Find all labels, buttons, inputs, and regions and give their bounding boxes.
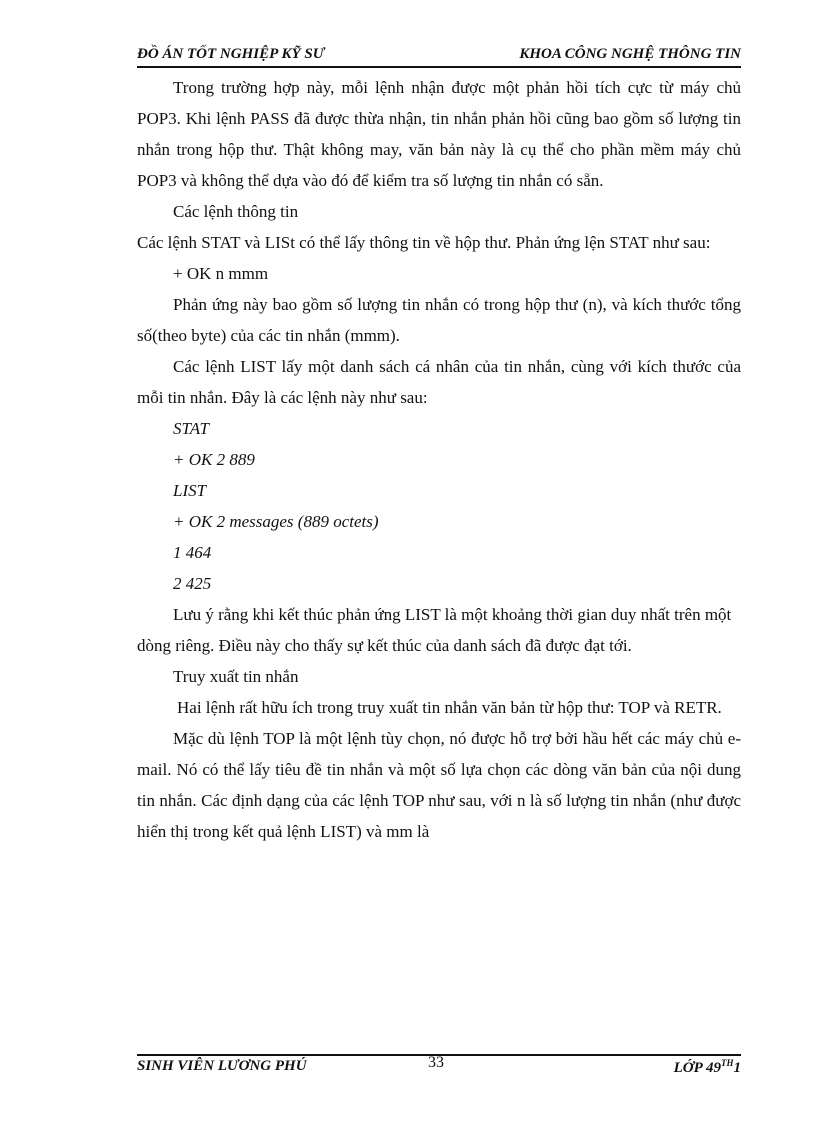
paragraph: Phản ứng này bao gồm số lượng tin nhắn có trong hộp thư (n), và kích thước tổng số(theo byte) của các tin nhắn (mmm). — [137, 295, 741, 345]
paragraph: Mặc dù lệnh TOP là một lệnh tùy chọn, nó được hỗ trợ bởi hầu hết các máy chủ e-mail. Nó có thể lấy tiêu đề tin nhắn và một số lựa chọn các dòng văn bản của nội dung tin nhắn. Các định dạng của các lệnh TOP như sau, với n là số lượng tin nhắn (như được hiển thị trong kết quả lệnh LIST) và mm là — [137, 729, 741, 841]
footer-left: SINH VIÊN LƯƠNG PHÚ — [137, 1058, 307, 1074]
page-number: 33 — [428, 1054, 444, 1071]
paragraph: Trong trường hợp này, mỗi lệnh nhận được một phản hồi tích cực từ máy chủ POP3. Khi lệnh PASS đã được thừa nhận, tin nhắn phản hồi cũng bao gồm số lượng tin nhắn trong hộp thư. Thật không may, văn bản này là cụ thể cho phần mềm máy chủ POP3 và không thể dựa vào đó để kiểm tra số lượng tin nhắn có sẵn. — [137, 78, 741, 190]
page-body — [137, 72, 741, 847]
section-heading: Truy xuất tin nhắn — [173, 667, 299, 686]
paragraph: + OK n mmm — [173, 264, 269, 283]
class-prefix: LỚP 49 — [673, 1060, 721, 1076]
paragraph: Hai lệnh rất hữu ích trong truy xuất tin nhắn văn bản từ hộp thư: TOP và RETR. — [177, 698, 722, 717]
code-line: 2 425 — [173, 574, 212, 593]
code-line: LIST — [173, 481, 207, 500]
footer-right — [674, 1058, 741, 1077]
section-heading: Các lệnh thông tin — [173, 202, 299, 221]
code-line: + OK 2 889 — [173, 450, 255, 469]
class-superscript: TH — [721, 1058, 734, 1068]
paragraph: Các lệnh STAT và LISt có thể lấy thông tin về hộp thư. Phản ứng lện STAT như sau: — [137, 233, 711, 252]
class-suffix: 1 — [733, 1060, 741, 1076]
header-left: ĐỒ ÁN TỐT NGHIỆP KỸ SƯ — [137, 46, 325, 62]
paragraph: Các lệnh LIST lấy một danh sách cá nhân của tin nhắn, cùng với kích thước của mỗi tin nhắn. Đây là các lệnh này như sau: — [137, 357, 741, 407]
code-line: + OK 2 messages (889 octets) — [173, 512, 379, 531]
header-right: KHOA CÔNG NGHỆ THÔNG TIN — [519, 46, 741, 62]
code-line: STAT — [173, 419, 209, 438]
header-rule — [137, 66, 741, 68]
paragraph: Lưu ý rằng khi kết thúc phản ứng LIST là một khoảng thời gian duy nhất trên một dòng riêng. Điều này cho thấy sự kết thúc của danh sách đã được đạt tới. — [137, 605, 732, 655]
code-line: 1 464 — [173, 543, 212, 562]
